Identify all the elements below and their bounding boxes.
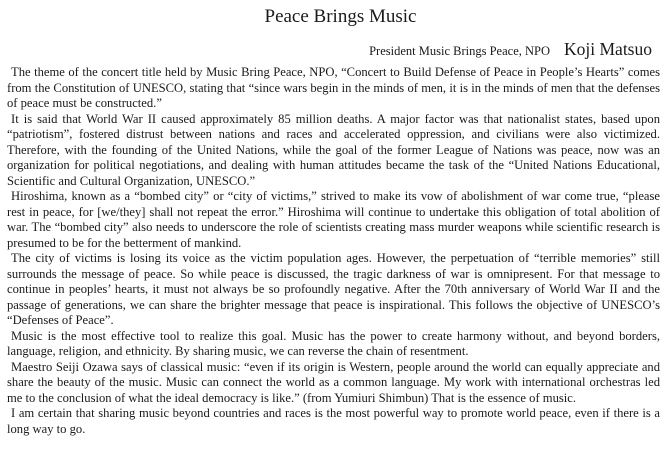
author-role: President Music Brings Peace, NPO	[369, 44, 550, 58]
paragraph-unesco-theme: The theme of the concert title held by Music Bring Peace, NPO, “Concert to Build Defense of Peace in People’s Hearts” comes from the Constitution of UNESCO, stating that “since wars begin in the minds of men, it is in the minds of men that the defenses of peace must be constructed.”	[7, 65, 660, 110]
author-name: Koji Matsuo	[564, 39, 652, 59]
paragraph-world-war-ii: It is said that World War II caused approximately 85 million deaths. A major factor was that nationalist states, based upon “patriotism”, fostered distrust between nations and races and accelerated oppression, and civilians were also victimized. Therefore, with the founding of the United Nations, while the goal of the former League of Nations was peace, now was an organization for political negotiations, and dealing with human attitudes became the task of the “United Nations Educational, Scientific and Cultural Organization, UNESCO.”	[7, 111, 660, 188]
document-title: Peace Brings Music	[264, 6, 417, 27]
author-byline	[7, 39, 652, 61]
paragraph-hiroshima: Hiroshima, known as a “bombed city” or “city of victims,” strived to make its vow of abolishment of war come true, “please rest in peace, for [we/they] shall not repeat the error.” Hiroshima will continue to undertake this obligation of total abolition of war. The “bombed city” also needs to underscore the role of scientists creating mass murder weapons while scientific research is presumed to be for the betterment of mankind.	[7, 189, 660, 250]
paragraph-conclusion: I am certain that sharing music beyond countries and races is the most powerful way to promote world peace, even if there is a long way to go.	[7, 406, 660, 436]
article-body	[7, 65, 660, 437]
paragraph-music-tool: Music is the most effective tool to realize this goal. Music has the power to create harmony without, and beyond borders, language, religion, and ethnicity. By sharing music, we can reverse the chain of resentment.	[7, 328, 660, 358]
paragraph-seiji-ozawa: Maestro Seiji Ozawa says of classical music: “even if its origin is Western, people around the world can equally appreciate and share the beauty of the music. Music can connect the world as a common language. My work with international orchestras led me to the conclusion of what the ideal democracy is like.” (from Yumiuri Shimbun) That is the essence of music.	[7, 359, 660, 405]
paragraph-city-of-victims: The city of victims is losing its voice as the victim population ages. However, the perpetuation of “terrible memories” still surrounds the message of peace. So while peace is discussed, the tragic darkness of war is omnipresent. For that message to continue in peoples’ hearts, it must not always be so profoundly negative. After the 70th anniversary of World War II and the passage of generations, we can share the brighter message that peace is inspirational. This follows the objective of UNESCO’s “Defenses of Peace”.	[7, 251, 660, 327]
